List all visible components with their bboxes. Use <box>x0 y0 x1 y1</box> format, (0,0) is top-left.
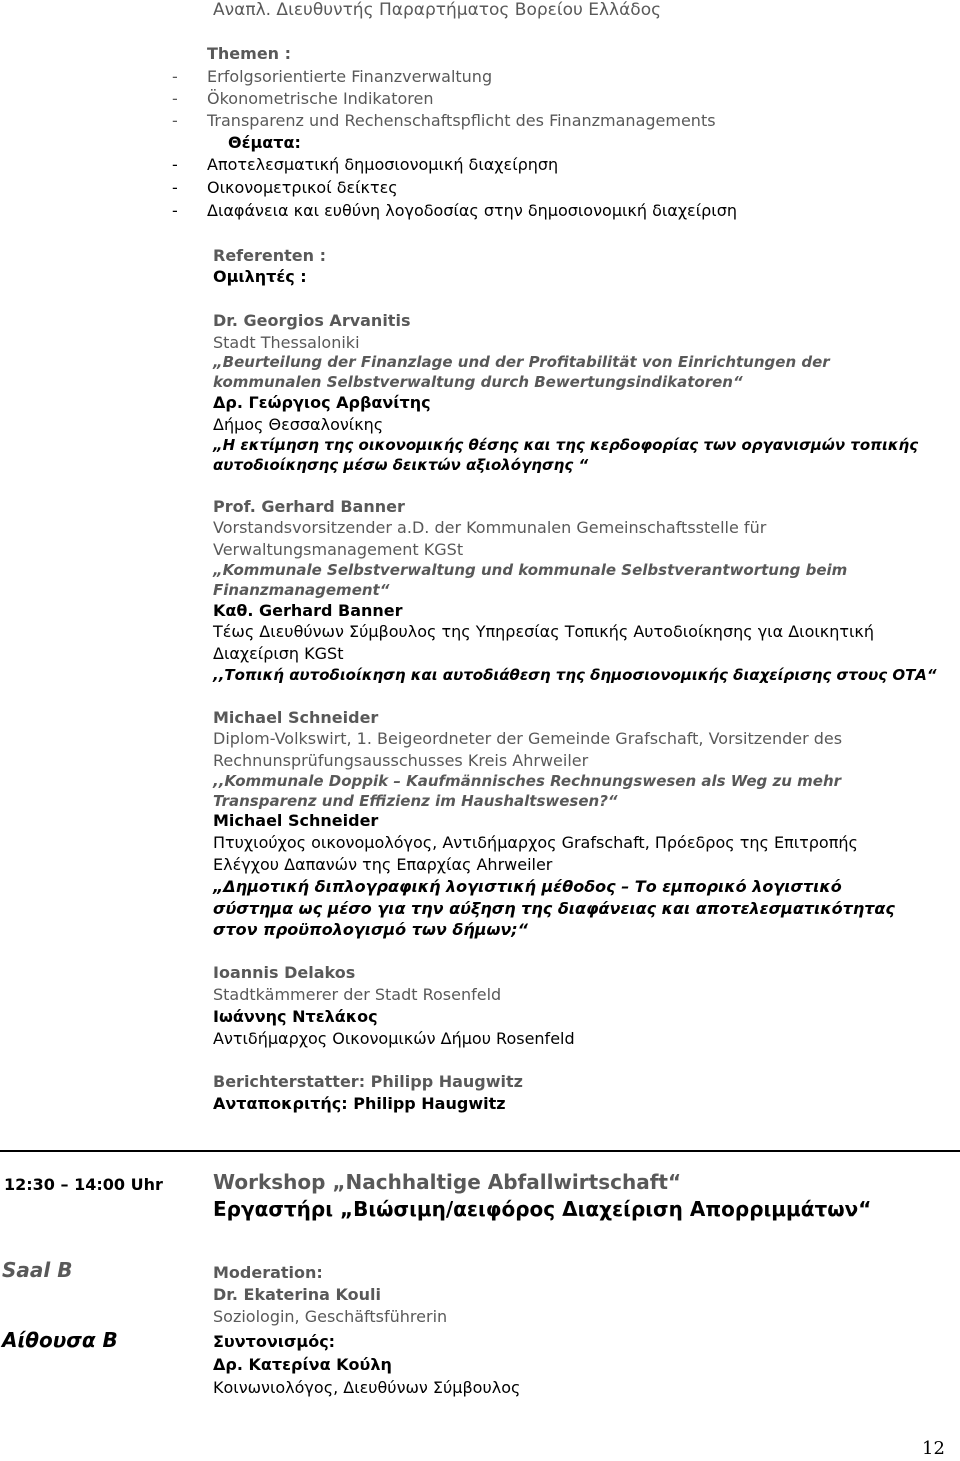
speaker-role-de: Vorstandsvorsitzender a.D. der Kommunalen Gemeinschaftsstelle für <box>213 518 767 537</box>
list-item: Αποτελεσματική δημοσιονομική διαχείρηση <box>207 155 559 174</box>
talk-title-de: kommunalen Selbstverwaltung durch Bewertungsindikatoren“ <box>213 373 743 391</box>
talk-title-gr: στον προϋπολογισμό των δήμων;“ <box>213 920 528 939</box>
moderator-role-de: Soziologin, Geschäftsführerin <box>213 1307 448 1326</box>
speaker-role-gr: Δήμος Θεσσαλονίκης <box>213 415 384 434</box>
talk-title-gr: „Η εκτίμηση της οικονομικής θέσης και της κερδοφορίας των οργανισμών τοπικής <box>213 436 919 454</box>
talk-title-de: Transparenz und Effizienz im Haushaltswesen?“ <box>213 792 618 810</box>
workshop-title-gr: Εργαστήρι „Βιώσιμη/αειφόρος Διαχείριση Απορριμμάτων“ <box>213 1197 872 1221</box>
room-gr: Αίθουσα Β <box>2 1328 118 1352</box>
rapporteur-de: Berichterstatter: Philipp Haugwitz <box>213 1072 523 1091</box>
list-item: Erfolgsorientierte Finanzverwaltung <box>207 67 493 86</box>
speaker-name-de: Ioannis Delakos <box>213 963 356 982</box>
workshop-time: 12:30 – 14:00 Uhr <box>4 1175 163 1194</box>
speaker-role-de: Rechnunsprüfungsausschusses Kreis Ahrweiler <box>213 751 589 770</box>
bullet-dash: - <box>172 178 178 197</box>
header-text: Αναπλ. Διευθυντής Παραρτήματος Βορείου Ελλάδος <box>213 0 662 20</box>
speakers-heading-de: Referenten : <box>213 246 326 265</box>
list-item: Οικονομετρικοί δείκτες <box>207 178 398 197</box>
talk-title-gr: ,,Τοπική αυτοδιοίκηση και αυτοδιάθεση της δημοσιονομικής διαχείρισης στους ΟΤΑ“ <box>213 666 937 684</box>
speaker-role-de: Verwaltungsmanagement KGSt <box>213 540 464 559</box>
rapporteur-gr: Ανταποκριτής: Philipp Haugwitz <box>213 1094 506 1113</box>
bullet-dash: - <box>172 201 178 220</box>
room-de: Saal B <box>2 1258 73 1282</box>
speaker-name-gr: Ιωάννης Ντελάκος <box>213 1007 378 1026</box>
bullet-dash: - <box>172 89 178 108</box>
page-number: 12 <box>922 1438 945 1459</box>
speaker-name-de: Michael Schneider <box>213 708 379 727</box>
speaker-role-gr: Ελέγχου Δαπανών της Επαρχίας Ahrweiler <box>213 855 553 874</box>
talk-title-gr: αυτοδιοίκησης μέσω δεικτών αξιολόγησης “ <box>213 456 589 474</box>
bullet-dash: - <box>172 111 178 130</box>
speakers-heading-gr: Ομιλητές : <box>213 267 307 286</box>
section-divider <box>0 1150 960 1152</box>
list-item: Transparenz und Rechenschaftspflicht des Finanzmanagements <box>207 111 716 130</box>
bullet-dash: - <box>172 155 178 174</box>
speaker-role-de: Stadt Thessaloniki <box>213 333 360 352</box>
list-item: Διαφάνεια και ευθύνη λογοδοσίας στην δημοσιονομική διαχείριση <box>207 201 737 220</box>
talk-title-de: Finanzmanagement“ <box>213 581 390 599</box>
moderation-label-gr: Συντονισμός: <box>213 1332 336 1351</box>
moderation-label-de: Moderation: <box>213 1263 323 1282</box>
workshop-title-de: Workshop „Nachhaltige Abfallwirtschaft“ <box>213 1170 682 1194</box>
list-item: Ökonometrische Indikatoren <box>207 89 434 108</box>
speaker-role-de: Diplom-Volkswirt, 1. Beigeordneter der Gemeinde Grafschaft, Vorsitzender des <box>213 729 843 748</box>
moderator-role-gr: Κοινωνιολόγος, Διευθύνων Σύμβουλος <box>213 1378 521 1397</box>
speaker-role-gr: Πτυχιούχος οικονομολόγος, Αντιδήμαρχος Grafschaft, Πρόεδρος της Επιτροπής <box>213 833 858 852</box>
speaker-name-gr: Καθ. Gerhard Banner <box>213 601 403 620</box>
moderator-name-de: Dr. Ekaterina Kouli <box>213 1285 382 1304</box>
talk-title-gr: σύστημα ως μέσο για την αύξηση της διαφάνειας και αποτελεσματικότητας <box>213 899 895 918</box>
speaker-role-gr: Διαχείριση KGSt <box>213 644 344 663</box>
speaker-name-gr: Δρ. Γεώργιος Αρβανίτης <box>213 393 431 412</box>
talk-title-gr: „Δημοτική διπλογραφική λογιστική μέθοδος – Το εμπορικό λογιστικό <box>213 877 842 896</box>
talk-title-de: „Kommunale Selbstverwaltung und kommunale Selbstverantwortung beim <box>213 561 848 579</box>
speaker-name-de: Prof. Gerhard Banner <box>213 497 405 516</box>
bullet-dash: - <box>172 67 178 86</box>
talk-title-de: „Beurteilung der Finanzlage und der Profitabilität von Einrichtungen der <box>213 353 830 371</box>
speaker-name-de: Dr. Georgios Arvanitis <box>213 311 411 330</box>
speaker-name-gr: Michael Schneider <box>213 811 379 830</box>
speaker-role-gr: Αντιδήμαρχος Οικονομικών Δήμου Rosenfeld <box>213 1029 575 1048</box>
talk-title-de: ,,Kommunale Doppik – Kaufmännisches Rechnungswesen als Weg zu mehr <box>213 772 842 790</box>
themes-title-gr: Θέματα: <box>228 133 301 152</box>
speaker-role-gr: Τέως Διευθύνων Σύμβουλος της Υπηρεσίας Τοπικής Αυτοδιοίκησης για Διοικητική <box>213 622 874 641</box>
speaker-role-de: Stadtkämmerer der Stadt Rosenfeld <box>213 985 502 1004</box>
moderator-name-gr: Δρ. Κατερίνα Κούλη <box>213 1355 392 1374</box>
themes-title-de: Themen : <box>207 44 292 63</box>
